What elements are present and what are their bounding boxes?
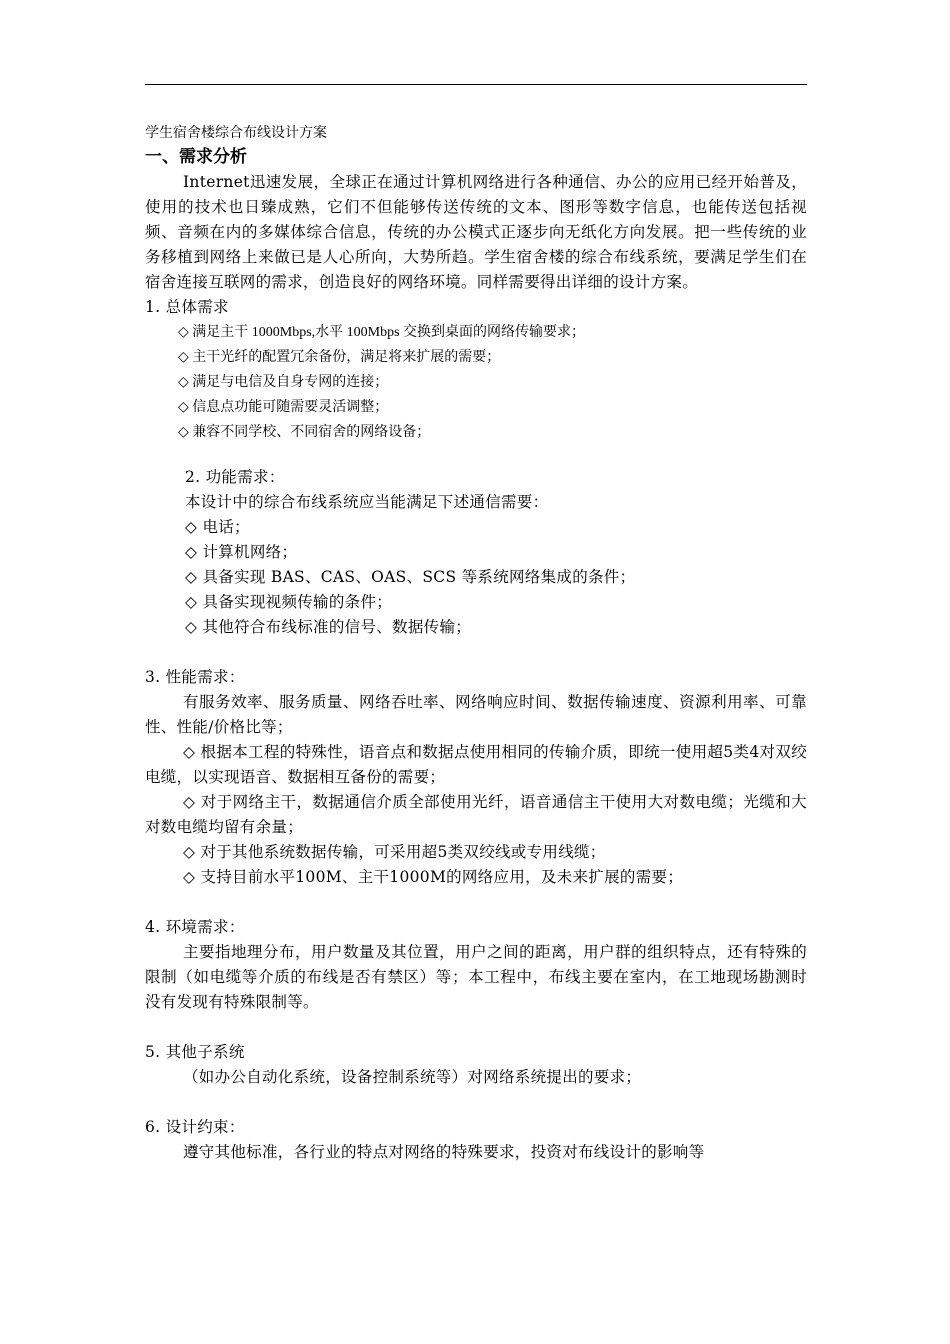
list-item: ◇ 主干光纤的配置冗余备份，满足将来扩展的需要； <box>178 350 501 365</box>
list-item: ◇ 电话； <box>185 518 250 536</box>
section-1-title: 1. 总体需求 <box>145 298 229 316</box>
list-item: ◇ 满足主干 1000Mbps,水平 100Mbps 交换到桌面的网络传输要求； <box>178 325 586 340</box>
list-item: ◇ 具备实现 BAS、CAS、OAS、SCS 等系统网络集成的条件； <box>185 568 636 586</box>
section-heading-requirements: 一、需求分析 <box>145 147 247 167</box>
list-item: ◇ 计算机网络； <box>185 543 298 561</box>
list-item: ◇ 兼容不同学校、不同宿舍的网络设备； <box>178 425 431 440</box>
header-rule <box>145 84 807 85</box>
list-item: ◇ 信息点功能可随需要灵活调整； <box>178 400 389 415</box>
section-2-lead: 本设计中的综合布线系统应当能满足下述通信需要： <box>185 493 549 511</box>
section-3-title: 3. 性能需求： <box>145 668 245 686</box>
section-4-paragraph: 主要指地理分布，用户数量及其位置，用户之间的距离，用户群的组织特点，还有特殊的限制（如电缆等介质的布线是否有禁区）等；本工程中，布线主要在室内，在工地现场勘测时没有发现有特殊限制等。 <box>145 943 807 1011</box>
list-item: ◇ 满足与电信及自身专网的连接； <box>178 375 389 390</box>
list-item: ◇ 其他符合布线标准的信号、数据传输； <box>185 618 472 636</box>
section-3-paragraph: 有服务效率、服务质量、网络吞吐率、网络响应时间、数据传输速度、资源利用率、可靠性、性能/价格比等； <box>145 693 807 736</box>
section-3-item: ◇ 对于其他系统数据传输，可采用超5类双绞线或专用线缆； <box>183 843 606 861</box>
section-2-title: 2. 功能需求： <box>185 468 285 486</box>
section-5-paragraph: （如办公自动化系统，设备控制系统等）对网络系统提出的要求； <box>183 1068 642 1086</box>
section-1-list <box>145 320 807 445</box>
intro-paragraph: Internet迅速发展，全球正在通过计算机网络进行各种通信、办公的应用已经开始普及，使用的技术也日臻成熟，它们不但能够传送传统的文本、图形等数字信息，也能传送包括视频、音频在内的多媒体综合信息，传统的办公模式正逐步向无纸化方向发展。把一些传统的业务移植到网络上来做已是人心所向，大势所趋。学生宿舍楼的综合布线系统，要满足学生们在宿舍连接互联网的需求，创造良好的网络环境。同样需要得出详细的设计方案。 <box>145 173 807 291</box>
section-6-title: 6. 设计约束： <box>145 1118 245 1136</box>
section-2-list <box>145 515 807 640</box>
section-5-title: 5. 其他子系统 <box>145 1043 245 1061</box>
section-6-paragraph: 遵守其他标准，各行业的特点对网络的特殊要求，投资对布线设计的影响等 <box>183 1143 705 1161</box>
section-3-item: ◇ 对于网络主干，数据通信介质全部使用光纤，语音通信主干使用大对数电缆；光缆和大对数电缆均留有余量； <box>145 793 807 836</box>
list-item: ◇ 具备实现视频传输的条件； <box>185 593 393 611</box>
document-title: 学生宿舍楼综合布线设计方案 <box>145 126 327 141</box>
section-3-item: ◇ 支持目前水平100M、主干1000M的网络应用，及未来扩展的需要； <box>183 868 684 886</box>
document-body <box>145 120 807 1165</box>
section-4-title: 4. 环境需求： <box>145 918 245 936</box>
section-3-item: ◇ 根据本工程的特殊性，语音点和数据点使用相同的传输介质，即统一使用超5类4对双绞电缆，以实现语音、数据相互备份的需要； <box>145 743 807 786</box>
